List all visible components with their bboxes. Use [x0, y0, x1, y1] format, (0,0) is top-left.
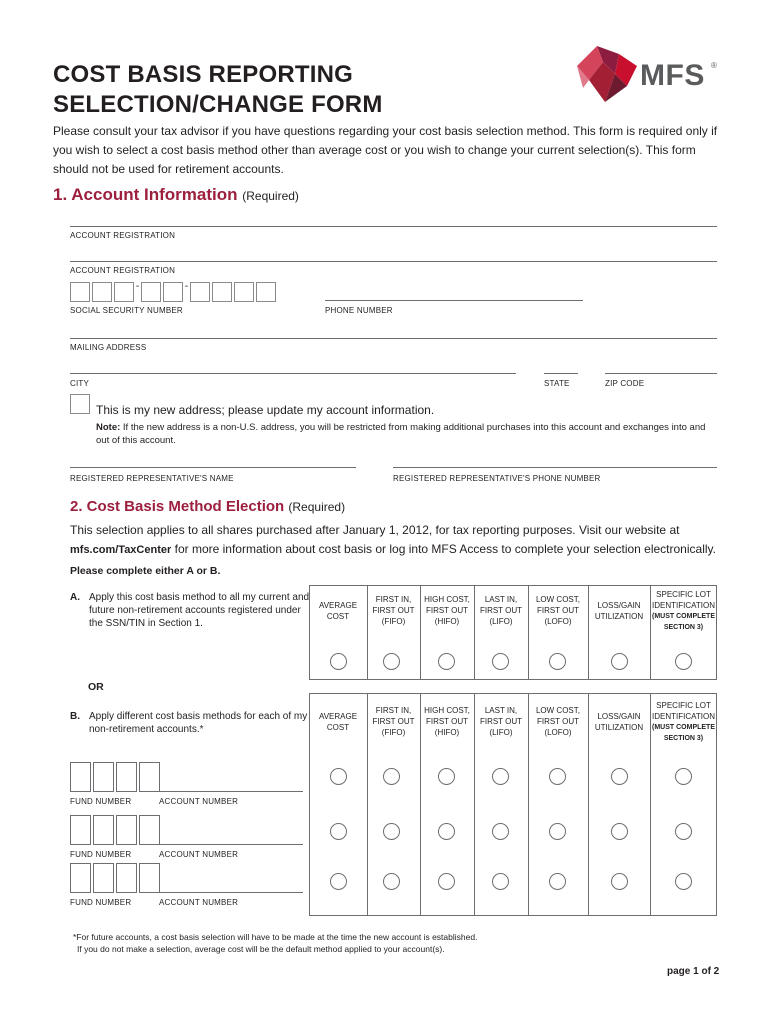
fund-digit-box[interactable]	[139, 863, 160, 893]
footnote: *For future accounts, a cost basis selection will have to be made at the time the new account is established. If you do not make a selection, average cost will be the default method applied to your account(s).	[73, 932, 478, 954]
option-b-row2-radio-fifo[interactable]	[383, 823, 400, 840]
option-b-row2-radio-specific-lot[interactable]	[675, 823, 692, 840]
fund-digit-box[interactable]	[70, 863, 91, 893]
ssn-digit-box[interactable]	[141, 282, 161, 302]
ssn-digit-box[interactable]	[114, 282, 134, 302]
col-lofo: LOW COST, FIRST OUT (LOFO)	[535, 595, 580, 626]
account-registration-label-2: ACCOUNT REGISTRATION	[70, 266, 176, 275]
rep-phone-line[interactable]	[393, 467, 717, 468]
ssn-digit-box[interactable]	[92, 282, 112, 302]
address-note: Note: If the new address is a non-U.S. address, you will be restricted from making additional purchases into this account and exchanges into and out of this account.	[96, 422, 706, 446]
phone-number-line[interactable]	[325, 300, 583, 301]
account-registration-label-1: ACCOUNT REGISTRATION	[70, 231, 176, 240]
tax-center-link[interactable]: mfs.com/TaxCenter	[70, 544, 172, 556]
option-a-text: A. Apply this cost basis method to all my current and future non-retirement accounts registered under the SSN/TIN in Section 1.	[70, 592, 310, 629]
fund-row	[70, 815, 310, 863]
intro-paragraph: Please consult your tax advisor if you have questions regarding your cost basis selection method. This form is required only if you wish to select a cost basis method other than average cost or you wish to change your current selection(s). This form should not be used for retirement accounts.	[53, 124, 718, 176]
fund-number-label: FUND NUMBER	[70, 898, 132, 907]
fund-digit-box[interactable]	[116, 815, 137, 845]
col-average-cost: AVERAGE COST	[318, 601, 358, 621]
ssn-separator: -	[184, 281, 189, 292]
ssn-digit-box[interactable]	[234, 282, 254, 302]
zip-code-label: ZIP CODE	[605, 379, 645, 388]
col-lifo: LAST IN, FIRST OUT (LIFO)	[479, 595, 523, 626]
fund-digit-box[interactable]	[70, 762, 91, 792]
col-lifo: LAST IN, FIRST OUT (LIFO)	[479, 706, 523, 737]
account-number-line[interactable]	[160, 892, 303, 893]
page-number: page 1 of 2	[667, 966, 720, 977]
col-hifo: HIGH COST, FIRST OUT (HIFO)	[424, 595, 470, 626]
option-b-row3-radio-loss-gain[interactable]	[611, 873, 628, 890]
fund-digit-box[interactable]	[139, 762, 160, 792]
fund-digit-box[interactable]	[70, 815, 91, 845]
fund-digit-box[interactable]	[93, 815, 114, 845]
option-b-row3-radio-lofo[interactable]	[549, 873, 566, 890]
rep-name-label: REGISTERED REPRESENTATIVE'S NAME	[70, 474, 234, 483]
form-title: COST BASIS REPORTING SELECTION/CHANGE FORM	[53, 61, 383, 118]
fund-digit-box[interactable]	[93, 762, 114, 792]
new-address-checkbox[interactable]	[70, 394, 90, 414]
account-number-label: ACCOUNT NUMBER	[159, 898, 239, 907]
ssn-separator: -	[135, 281, 140, 292]
option-b-row1-radio-lifo[interactable]	[492, 768, 509, 785]
ssn-digit-box[interactable]	[163, 282, 183, 302]
option-a-radio-specific-lot[interactable]	[675, 653, 692, 670]
fund-digit-box[interactable]	[139, 815, 160, 845]
fund-row	[70, 762, 310, 810]
option-b-row2-radio-loss-gain[interactable]	[611, 823, 628, 840]
state-label: STATE	[544, 379, 570, 388]
option-b-row2-radio-hifo[interactable]	[438, 823, 455, 840]
choose-instruction: Please complete either A or B.	[70, 565, 221, 577]
mailing-address-label: MAILING ADDRESS	[70, 343, 147, 352]
option-b-row3-radio-fifo[interactable]	[383, 873, 400, 890]
logo-text: MFS	[640, 59, 705, 92]
account-registration-line-2[interactable]	[70, 261, 717, 262]
account-registration-line-1[interactable]	[70, 226, 717, 227]
fund-number-label: FUND NUMBER	[70, 797, 132, 806]
state-line[interactable]	[544, 373, 578, 374]
col-loss-gain: LOSS/GAIN UTILIZATION	[594, 601, 644, 621]
option-b-row1-radio-lofo[interactable]	[549, 768, 566, 785]
option-b-row1-radio-average[interactable]	[330, 768, 347, 785]
fund-digit-box[interactable]	[93, 863, 114, 893]
option-b-row1-radio-loss-gain[interactable]	[611, 768, 628, 785]
account-number-label: ACCOUNT NUMBER	[159, 797, 239, 806]
ssn-digit-box[interactable]	[70, 282, 90, 302]
option-a-radio-average[interactable]	[330, 653, 347, 670]
mfs-logo	[575, 44, 720, 106]
account-number-line[interactable]	[160, 791, 303, 792]
option-b-row1-radio-specific-lot[interactable]	[675, 768, 692, 785]
fund-number-label: FUND NUMBER	[70, 850, 132, 859]
phone-number-label: PHONE NUMBER	[325, 306, 393, 315]
new-address-text: This is my new address; please update my account information.	[96, 403, 435, 417]
section2-description: This selection applies to all shares purchased after January 1, 2012, for tax reporting purposes. Visit our website at mfs.com/TaxCenter for more information about cost basis or log into MFS Access to complete your selection electronically.	[70, 523, 716, 556]
account-number-label: ACCOUNT NUMBER	[159, 850, 239, 859]
or-separator: OR	[88, 681, 104, 693]
option-b-row1-radio-fifo[interactable]	[383, 768, 400, 785]
option-a-radio-hifo[interactable]	[438, 653, 455, 670]
col-lofo: LOW COST, FIRST OUT (LOFO)	[535, 706, 580, 737]
col-fifo: FIRST IN, FIRST OUT (FIFO)	[372, 595, 415, 626]
logo-registered-mark: ®	[711, 61, 717, 70]
col-specific-lot: SPECIFIC LOT IDENTIFICATION (MUST COMPLETE SECTION 3)	[652, 701, 715, 742]
zip-code-line[interactable]	[605, 373, 717, 374]
option-a-radio-loss-gain[interactable]	[611, 653, 628, 670]
col-specific-lot: SPECIFIC LOT IDENTIFICATION (MUST COMPLETE SECTION 3)	[652, 590, 715, 631]
option-b-row2-radio-lofo[interactable]	[549, 823, 566, 840]
option-b-row2-radio-average[interactable]	[330, 823, 347, 840]
option-b-row3-radio-lifo[interactable]	[492, 873, 509, 890]
col-loss-gain: LOSS/GAIN UTILIZATION	[594, 712, 644, 732]
mailing-address-line[interactable]	[70, 338, 717, 339]
fund-digit-box[interactable]	[116, 863, 137, 893]
option-b-row3-radio-hifo[interactable]	[438, 873, 455, 890]
city-line[interactable]	[70, 373, 516, 374]
rep-phone-label: REGISTERED REPRESENTATIVE'S PHONE NUMBER	[393, 474, 601, 483]
fund-digit-box[interactable]	[116, 762, 137, 792]
option-a-radio-lifo[interactable]	[492, 653, 509, 670]
ssn-digit-box[interactable]	[212, 282, 232, 302]
ssn-digit-box[interactable]	[190, 282, 210, 302]
fund-row	[70, 863, 310, 911]
option-b-row3-radio-specific-lot[interactable]	[675, 873, 692, 890]
option-b-row3-radio-average[interactable]	[330, 873, 347, 890]
ssn-field[interactable]	[70, 282, 280, 302]
col-fifo: FIRST IN, FIRST OUT (FIFO)	[372, 706, 415, 737]
option-b-text: B. Apply different cost basis methods for each of my non-retirement accounts.*	[70, 711, 308, 735]
account-number-line[interactable]	[160, 844, 303, 845]
city-label: CITY	[70, 379, 90, 388]
rep-name-line[interactable]	[70, 467, 356, 468]
option-b-row1-radio-hifo[interactable]	[438, 768, 455, 785]
ssn-label: SOCIAL SECURITY NUMBER	[70, 306, 183, 315]
col-average-cost: AVERAGE COST	[318, 712, 358, 732]
option-b-row2-radio-lifo[interactable]	[492, 823, 509, 840]
option-a-radio-lofo[interactable]	[549, 653, 566, 670]
ssn-digit-box[interactable]	[256, 282, 276, 302]
section1-heading: 1. Account Information (Required)	[53, 185, 299, 204]
col-hifo: HIGH COST, FIRST OUT (HIFO)	[424, 706, 470, 737]
option-a-radio-fifo[interactable]	[383, 653, 400, 670]
mfs-logo-icon	[575, 44, 639, 106]
section2-heading: 2. Cost Basis Method Election (Required)	[70, 498, 346, 515]
